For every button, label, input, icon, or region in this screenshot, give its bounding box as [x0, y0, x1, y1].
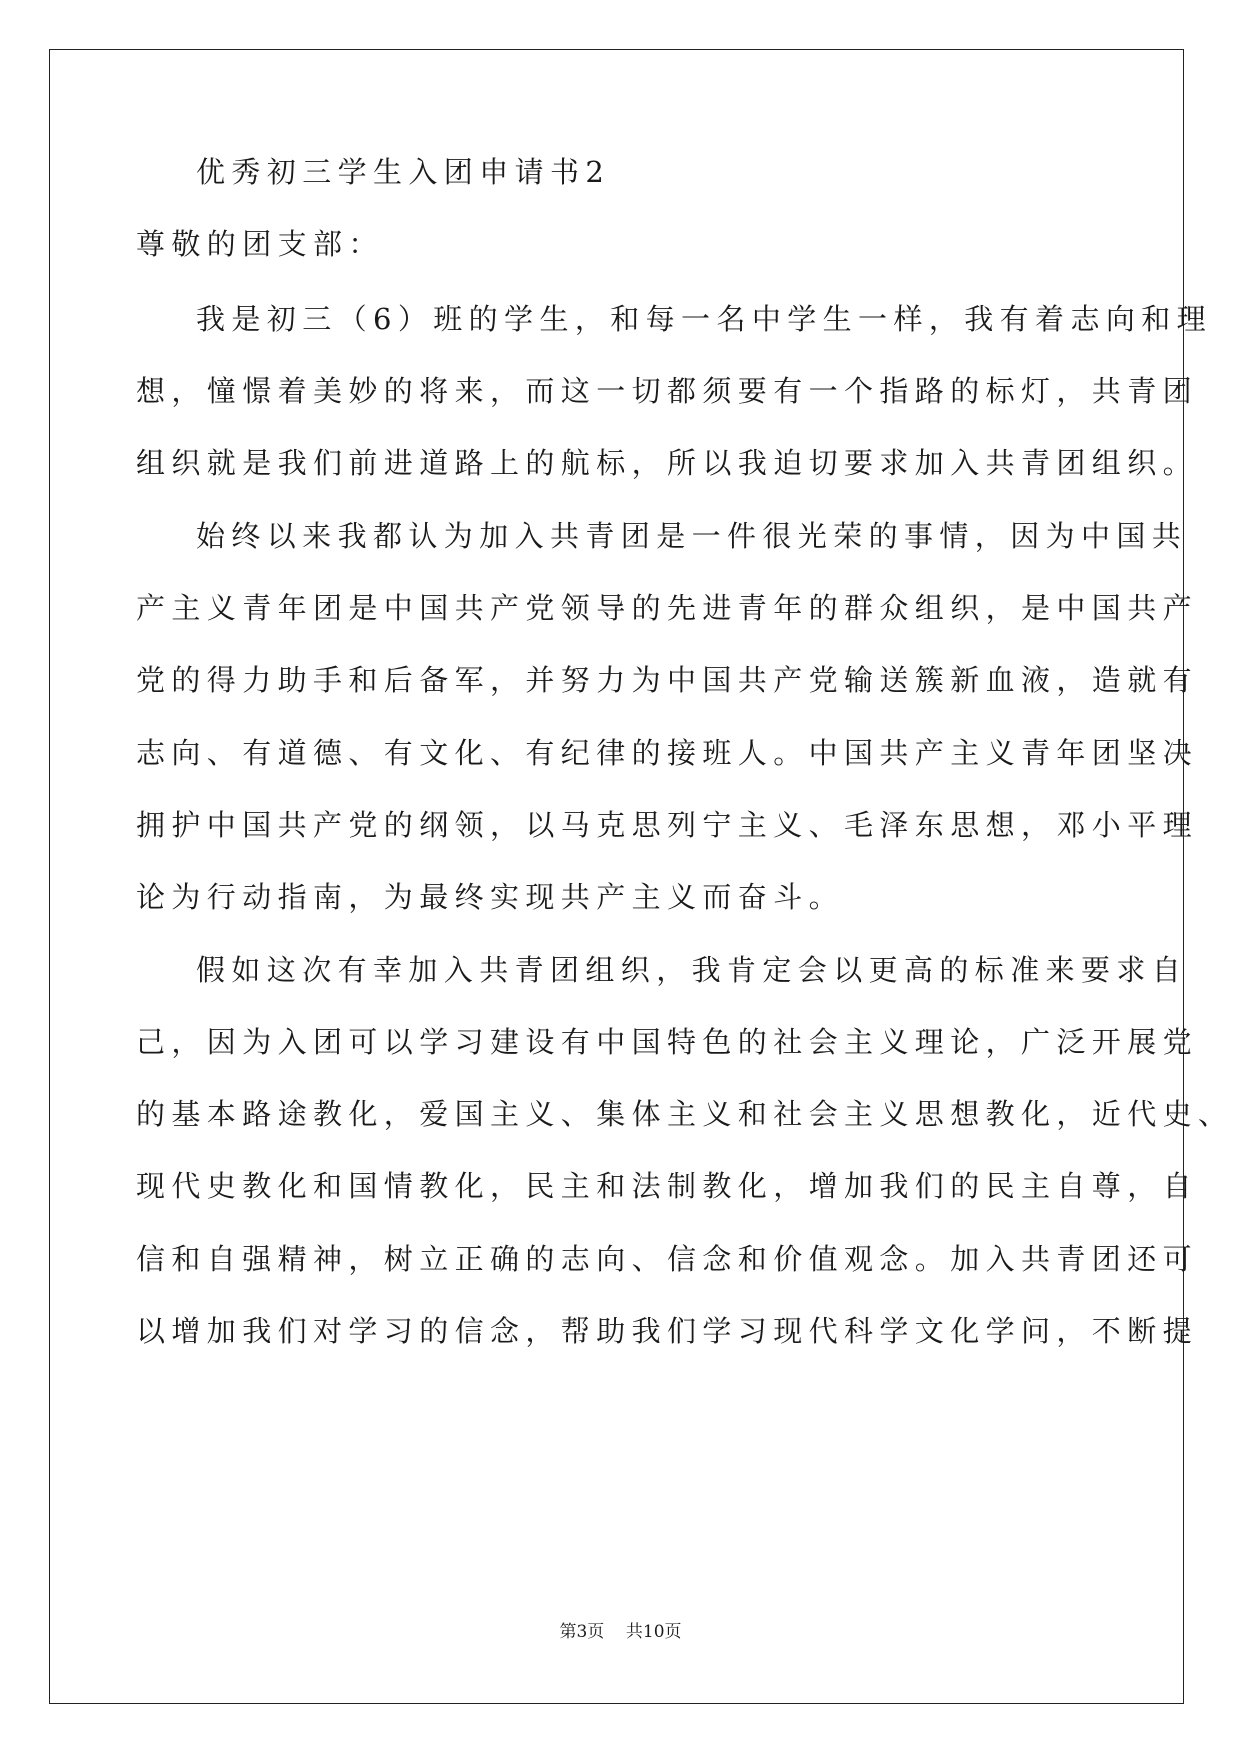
page-border	[49, 49, 1184, 1704]
body-line: 己，因为入团可以学习建设有中国特色的社会主义理论，广泛开展党	[136, 1025, 1199, 1059]
body-line: 拥护中国共产党的纲领，以马克思列宁主义、毛泽东思想，邓小平理	[136, 808, 1199, 842]
body-line: 以增加我们对学习的信念，帮助我们学习现代科学文化学问，不断提	[136, 1314, 1199, 1348]
body-line: 论为行动指南，为最终实现共产主义而奋斗。	[136, 880, 845, 914]
body-line: 信和自强精神，树立正确的志向、信念和价值观念。加入共青团还可	[136, 1242, 1199, 1276]
body-line: 我是初三（6）班的学生，和每一名中学生一样，我有着志向和理	[196, 302, 1213, 336]
document-title: 优秀初三学生入团申请书2	[196, 155, 611, 189]
body-line: 组织就是我们前进道路上的航标，所以我迫切要求加入共青团组织。	[136, 446, 1199, 480]
body-line: 志向、有道德、有文化、有纪律的接班人。中国共产主义青年团坚决	[136, 736, 1199, 770]
body-line: 始终以来我都认为加入共青团是一件很光荣的事情，因为中国共	[196, 519, 1188, 553]
salutation: 尊敬的团支部：	[136, 227, 384, 261]
body-line: 的基本路途教化，爱国主义、集体主义和社会主义思想教化，近代史、	[136, 1097, 1234, 1131]
page-footer	[0, 1617, 1241, 1642]
body-line: 想，憧憬着美妙的将来，而这一切都须要有一个指路的标灯，共青团	[136, 374, 1199, 408]
body-line: 假如这次有幸加入共青团组织，我肯定会以更高的标准来要求自	[196, 953, 1188, 987]
body-line: 产主义青年团是中国共产党领导的先进青年的群众组织，是中国共产	[136, 591, 1199, 625]
page-total: 共10页	[625, 1622, 682, 1642]
body-line: 现代史教化和国情教化，民主和法制教化，增加我们的民主自尊，自	[136, 1169, 1199, 1203]
body-line: 党的得力助手和后备军，并努力为中国共产党输送簇新血液，造就有	[136, 663, 1199, 697]
page-number: 第3页	[559, 1622, 605, 1642]
